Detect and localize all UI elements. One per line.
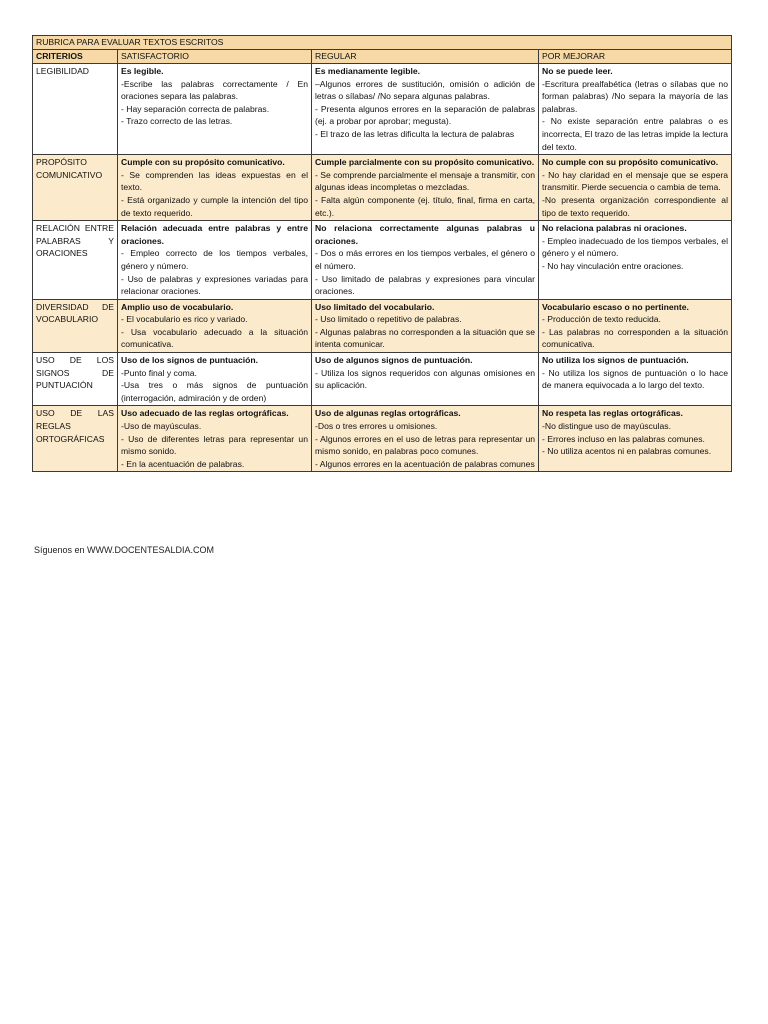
satisfactorio-cell <box>118 155 312 221</box>
regular-cell <box>312 64 539 155</box>
level-heading: Relación adecuada entre palabras y entre oraciones. <box>121 223 308 246</box>
descriptor-line: - Está organizado y cumple la intención del tipo de texto requerido. <box>121 194 308 218</box>
descriptor-line: -Dos o tres errores u omisiones. <box>315 421 438 432</box>
rubric-body <box>33 64 732 472</box>
level-heading: No cumple con su propósito comunicativo. <box>542 157 719 168</box>
regular-cell <box>312 155 539 221</box>
descriptor-line: - Hay separación correcta de palabras. <box>121 103 270 114</box>
satisfactorio-cell <box>118 221 312 300</box>
level-heading: No relaciona correctamente algunas palabras u oraciones. <box>315 223 535 246</box>
descriptor-line: - El vocabulario es rico y variado. <box>121 314 248 325</box>
criterion-cell: USO DE LAS REGLAS ORTOGRÁFICAS <box>33 406 118 472</box>
regular-cell <box>312 221 539 300</box>
level-heading: Amplio uso de vocabulario. <box>121 301 234 312</box>
table-row <box>33 64 732 155</box>
rubric-table <box>32 35 732 472</box>
descriptor-line: - Producción de texto reducida. <box>542 314 661 325</box>
descriptor-line: -Uso de mayúsculas. <box>121 421 202 432</box>
descriptor-line: -Usa tres o más signos de puntuación (interrogación, admiración y de orden) <box>121 380 308 403</box>
descriptor-line: - Algunas palabras no corresponden a la situación que se intenta comunicar. <box>315 326 535 350</box>
descriptor-line: -No distingue uso de mayúsculas. <box>542 421 671 432</box>
table-row <box>33 406 732 472</box>
level-heading: Uso adecuado de las reglas ortográficas. <box>121 408 289 419</box>
descriptor-line: - No utiliza los signos de puntuación o lo hace de manera equivocada a lo largo del texto. <box>542 367 728 391</box>
level-heading: No respeta las reglas ortográficas. <box>542 408 683 419</box>
descriptor-line: - Empleo inadecuado de los tiempos verbales, el género y el número. <box>542 235 728 259</box>
descriptor-line: -Escribe las palabras correctamente / En oraciones separa las palabras. <box>121 78 308 102</box>
descriptor-line: -No presenta organización correspondiente al tipo de texto requerido. <box>542 194 728 218</box>
por-mejorar-cell <box>539 353 732 406</box>
regular-cell <box>312 406 539 472</box>
descriptor-line: - No existe separación entre palabras o es incorrecta, El trazo de las letras impide la lectura del texto. <box>542 116 728 152</box>
por-mejorar-cell <box>539 64 732 155</box>
satisfactorio-cell <box>118 353 312 406</box>
descriptor-line: - Dos o más errores en los tiempos verbales, el género o el número. <box>315 248 535 271</box>
criterion-cell: USO DE LOS SIGNOS DE PUNTUACIÓN <box>33 353 118 406</box>
descriptor-line: - En la acentuación de palabras. <box>121 458 245 469</box>
level-heading: Vocabulario escaso o no pertinente. <box>542 301 689 312</box>
descriptor-line: - Usa vocabulario adecuado a la situación comunicativa. <box>121 326 308 350</box>
table-row <box>33 155 732 221</box>
descriptor-line: - Se comprende parcialmente el mensaje a transmitir, con algunas ideas incompletas o mezcladas. <box>315 169 535 193</box>
descriptor-line: -Escritura prealfabética (letras o sílabas que no forman palabras) /No separa la mayoría de las palabras. <box>542 78 728 114</box>
descriptor-line: - Las palabras no corresponden a la situación comunicativa. <box>542 326 728 350</box>
level-heading: No se puede leer. <box>542 66 613 76</box>
header-regular: REGULAR <box>312 50 539 64</box>
satisfactorio-cell <box>118 299 312 352</box>
level-heading: No relaciona palabras ni oraciones. <box>542 223 687 234</box>
header-por-mejorar: POR MEJORAR <box>539 50 732 64</box>
level-heading: Uso de algunas reglas ortográficas. <box>315 408 461 419</box>
por-mejorar-cell <box>539 221 732 300</box>
descriptor-line: - Uso limitado o repetitivo de palabras. <box>315 314 462 325</box>
por-mejorar-cell <box>539 155 732 221</box>
table-row <box>33 299 732 352</box>
descriptor-line: - Presenta algunos errores en la separación de palabras (ej. a probar por aprobar; megusta). <box>315 103 535 127</box>
regular-cell <box>312 299 539 352</box>
table-title-row <box>33 36 732 50</box>
descriptor-line: - Falta algún componente (ej. título, final, firma en carta, etc.). <box>315 194 535 218</box>
satisfactorio-cell <box>118 64 312 155</box>
footer-follow-text: Síguenos en WWW.DOCENTESALDIA.COM <box>34 545 215 555</box>
table-header-row <box>33 50 732 64</box>
table-title: RUBRICA PARA EVALUAR TEXTOS ESCRITOS <box>33 36 732 50</box>
satisfactorio-cell <box>118 406 312 472</box>
level-heading: Cumple con su propósito comunicativo. <box>121 157 285 168</box>
descriptor-line: –Algunos errores de sustitución, omisión o adición de letras o sílabas/ /No separa algunas palabras. <box>315 78 535 102</box>
descriptor-line: - No hay vinculación entre oraciones. <box>542 260 684 271</box>
descriptor-line: - Errores incluso en las palabras comunes. <box>542 433 705 444</box>
rubric-sheet <box>32 35 731 472</box>
descriptor-line: - Algunos errores en el uso de letras para representar un mismo sonido, en palabras poco comunes. <box>315 433 535 457</box>
descriptor-line: - No hay claridad en el mensaje que se espera transmitir. Pierde secuencia o cambia de tema. <box>542 169 728 193</box>
level-heading: Uso de algunos signos de puntuación. <box>315 355 473 366</box>
header-criterios: CRITERIOS <box>33 50 118 64</box>
criterion-cell: LEGIBILIDAD <box>33 64 118 155</box>
descriptor-line: - Uso de diferentes letras para representar un mismo sonido. <box>121 433 308 457</box>
regular-cell <box>312 353 539 406</box>
level-heading: Es legible. <box>121 66 164 76</box>
level-heading: Uso limitado del vocabulario. <box>315 301 435 312</box>
descriptor-line: - Algunos errores en la acentuación de palabras comunes <box>315 458 535 469</box>
level-heading: No utiliza los signos de puntuación. <box>542 355 689 366</box>
criterion-cell: DIVERSIDAD DE VOCABULARIO <box>33 299 118 352</box>
descriptor-line: - Se comprenden las ideas expuestas en el texto. <box>121 169 308 193</box>
descriptor-line: -Punto final y coma. <box>121 367 197 378</box>
descriptor-line: - Uso limitado de palabras y expresiones para vincular oraciones. <box>315 273 535 297</box>
level-heading: Uso de los signos de puntuación. <box>121 355 259 366</box>
table-row <box>33 353 732 406</box>
descriptor-line: - Uso de palabras y expresiones variadas para relacionar oraciones. <box>121 273 308 297</box>
level-heading: Es medianamente legible. <box>315 66 421 76</box>
descriptor-line: - Trazo correcto de las letras. <box>121 116 233 127</box>
criterion-cell: PROPÓSITO COMUNICATIVO <box>33 155 118 221</box>
por-mejorar-cell <box>539 299 732 352</box>
header-satisfactorio: SATISFACTORIO <box>118 50 312 64</box>
table-row <box>33 221 732 300</box>
level-heading: Cumple parcialmente con su propósito comunicativo. <box>315 157 535 168</box>
criterion-cell: RELACIÓN ENTRE PALABRAS Y ORACIONES <box>33 221 118 300</box>
descriptor-line: - No utiliza acentos ni en palabras comunes. <box>542 446 712 457</box>
descriptor-line: - El trazo de las letras dificulta la lectura de palabras <box>315 128 515 139</box>
por-mejorar-cell <box>539 406 732 472</box>
descriptor-line: - Empleo correcto de los tiempos verbales, género y número. <box>121 248 308 271</box>
descriptor-line: - Utiliza los signos requeridos con algunas omisiones en su aplicación. <box>315 367 535 391</box>
